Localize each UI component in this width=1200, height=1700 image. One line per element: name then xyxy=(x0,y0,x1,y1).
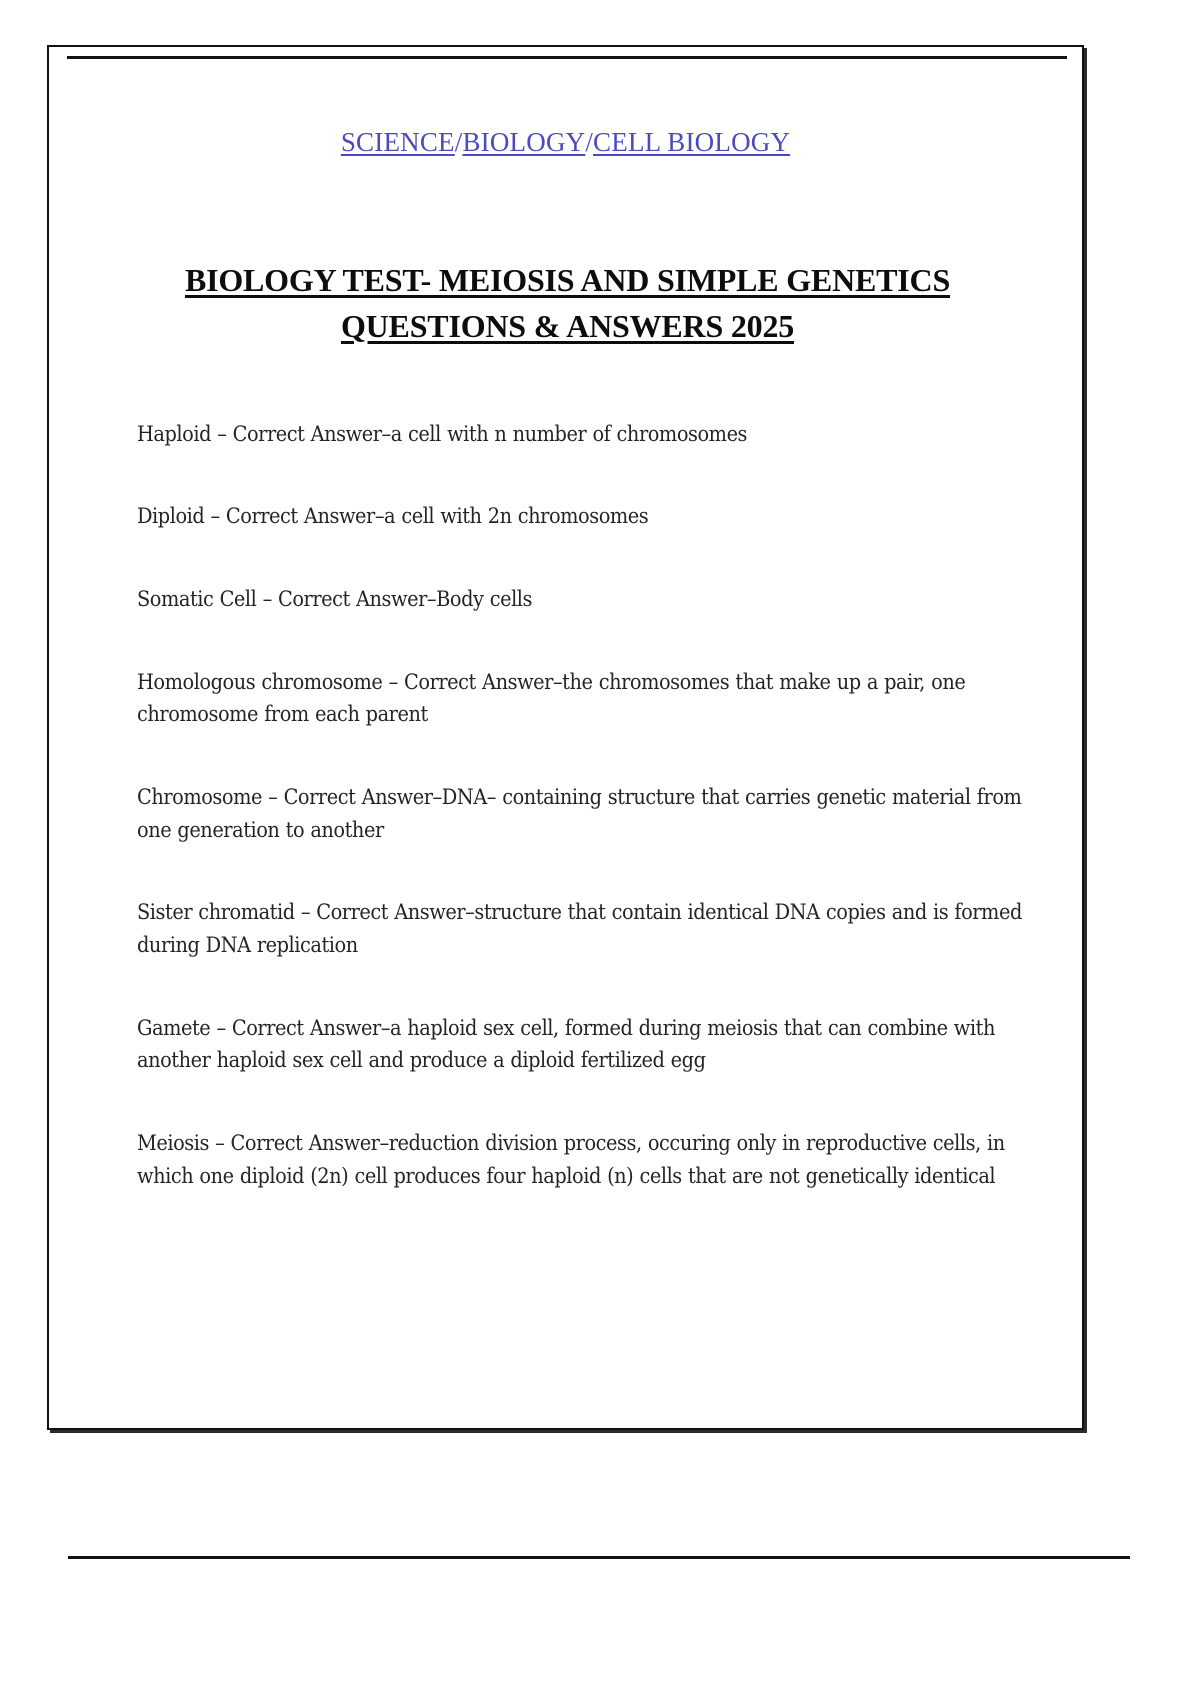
page-title xyxy=(109,258,1026,349)
page-title-line-1: BIOLOGY TEST- MEIOSIS AND SIMPLE GENETICS xyxy=(184,262,951,299)
qa-entry-sister-chromatid: Sister chromatid – Correct Answer–structure that contain identical DNA copies and is formed during DNA replication xyxy=(137,900,1022,958)
header-divider xyxy=(67,56,1067,59)
breadcrumb-link-cell-biology[interactable]: CELL BIOLOGY xyxy=(593,127,791,157)
breadcrumb-link-biology[interactable]: BIOLOGY xyxy=(462,127,586,157)
qa-entry-haploid: Haploid – Correct Answer–a cell with n number of chromosomes xyxy=(137,421,748,447)
footer-divider xyxy=(68,1556,1130,1559)
qa-entry-diploid: Diploid – Correct Answer–a cell with 2n chromosomes xyxy=(137,504,649,530)
qa-entry-chromosome: Chromosome – Correct Answer–DNA– containing structure that carries genetic material from one generation to another xyxy=(137,784,1022,843)
breadcrumb xyxy=(49,127,1082,158)
qa-entry-list xyxy=(137,397,1049,1193)
breadcrumb-separator: / xyxy=(454,127,463,157)
breadcrumb-separator: / xyxy=(585,127,594,157)
document-page xyxy=(47,45,1084,1430)
qa-entry-homologous-chromosome: Homologous chromosome – Correct Answer–the chromosomes that make up a pair, one chromosome from each parent xyxy=(137,669,966,728)
page-title-line-2: QUESTIONS & ANSWERS 2025 xyxy=(340,307,795,344)
qa-entry-meiosis: Meiosis – Correct Answer–reduction division process, occuring only in reproductive cells, in which one diploid (2n) cell produces four haploid (n) cells that are not genetically identical xyxy=(137,1130,1005,1189)
breadcrumb-link-science[interactable]: SCIENCE xyxy=(340,127,455,157)
qa-entry-gamete: Gamete – Correct Answer–a haploid sex cell, formed during meiosis that can combine with another haploid sex cell and produce a diploid fertilized egg xyxy=(137,1015,995,1074)
qa-entry-somatic-cell: Somatic Cell – Correct Answer–Body cells xyxy=(137,586,533,612)
